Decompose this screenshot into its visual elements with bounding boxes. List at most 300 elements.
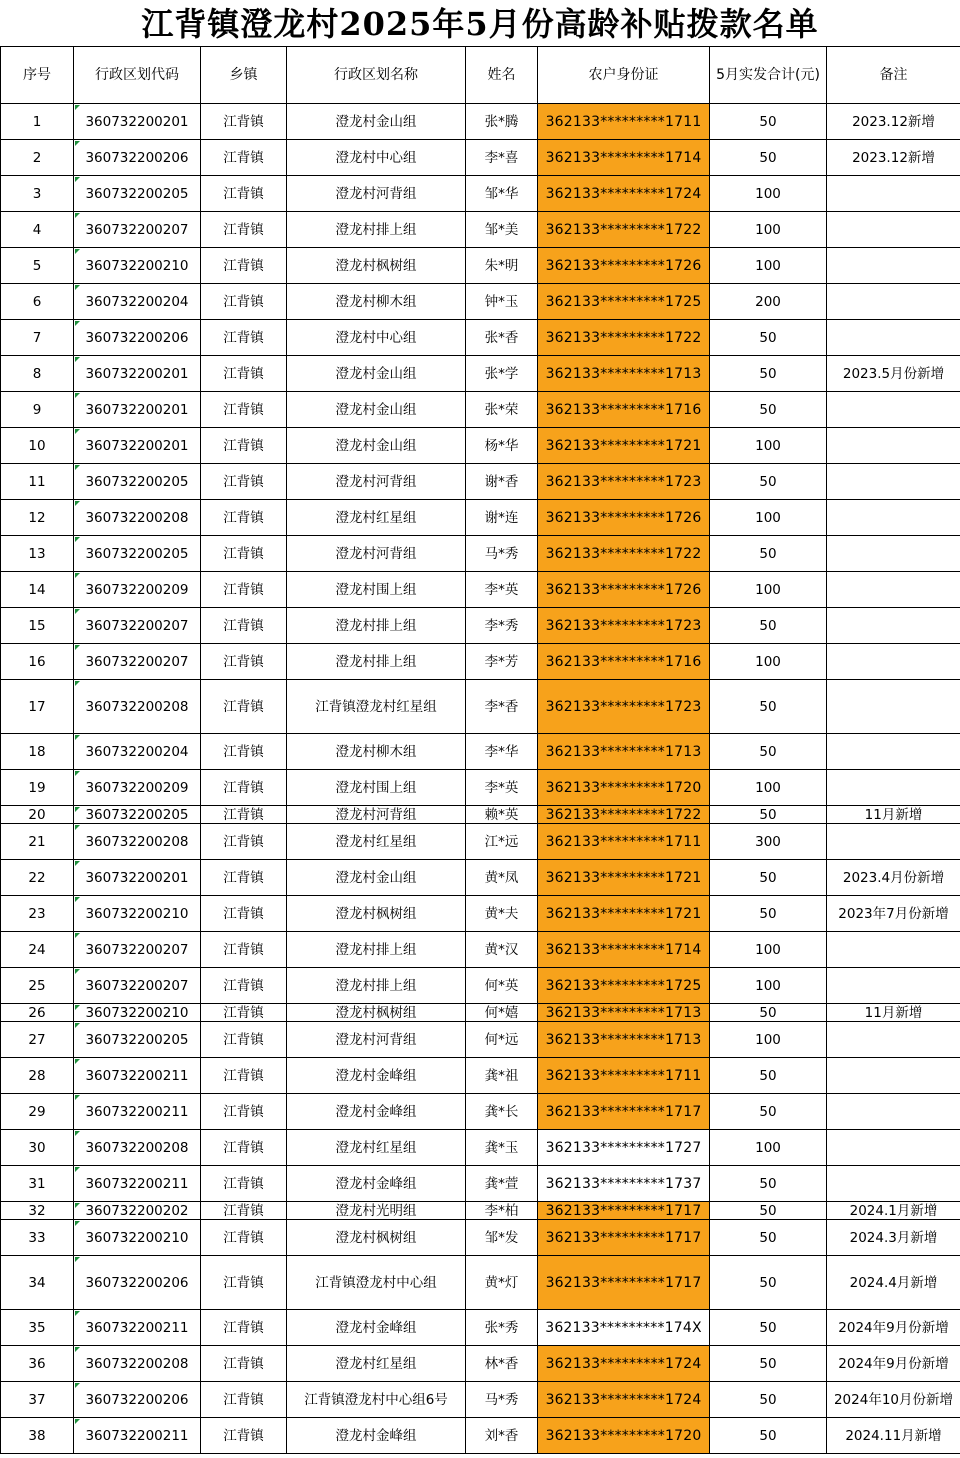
cell-region-name: 澄龙村河背组 bbox=[287, 806, 466, 824]
cell-region-code: 360732200207 bbox=[74, 608, 201, 644]
cell-town: 江背镇 bbox=[201, 248, 287, 284]
cell-name: 何*嬉 bbox=[466, 1004, 538, 1022]
table-row bbox=[1, 1022, 960, 1058]
cell-id-number: 362133*********1720 bbox=[538, 1418, 710, 1454]
cell-region-code: 360732200205 bbox=[74, 806, 201, 824]
cell-index: 14 bbox=[1, 572, 74, 608]
cell-region-name: 澄龙村红星组 bbox=[287, 1130, 466, 1166]
cell-amount: 50 bbox=[710, 896, 827, 932]
cell-region-name: 澄龙村河背组 bbox=[287, 176, 466, 212]
page-title: 江背镇澄龙村2025年5月份高龄补贴拨款名单 bbox=[141, 5, 819, 43]
cell-town: 江背镇 bbox=[201, 1094, 287, 1130]
cell-town: 江背镇 bbox=[201, 140, 287, 176]
cell-town: 江背镇 bbox=[201, 1256, 287, 1310]
header-cell-index: 序号 bbox=[1, 47, 74, 104]
table-row bbox=[1, 1058, 960, 1094]
cell-town: 江背镇 bbox=[201, 1310, 287, 1346]
cell-region-name: 澄龙村枫树组 bbox=[287, 1004, 466, 1022]
cell-note bbox=[827, 500, 960, 536]
cell-note bbox=[827, 320, 960, 356]
cell-region-name: 澄龙村金峰组 bbox=[287, 1166, 466, 1202]
table-row bbox=[1, 176, 960, 212]
cell-region-name: 澄龙村红星组 bbox=[287, 500, 466, 536]
cell-town: 江背镇 bbox=[201, 734, 287, 770]
cell-id-number: 362133*********1720 bbox=[538, 770, 710, 806]
cell-id-number: 362133*********1713 bbox=[538, 734, 710, 770]
cell-index: 10 bbox=[1, 428, 74, 464]
cell-index: 17 bbox=[1, 680, 74, 734]
cell-region-name: 澄龙村金山组 bbox=[287, 860, 466, 896]
cell-town: 江背镇 bbox=[201, 1202, 287, 1220]
cell-region-name: 澄龙村金峰组 bbox=[287, 1418, 466, 1454]
table-row bbox=[1, 500, 960, 536]
cell-amount: 50 bbox=[710, 356, 827, 392]
cell-id-number: 362133*********1721 bbox=[538, 428, 710, 464]
table-row bbox=[1, 536, 960, 572]
cell-region-name: 澄龙村枫树组 bbox=[287, 896, 466, 932]
cell-id-number: 362133*********1711 bbox=[538, 1058, 710, 1094]
cell-id-number: 362133*********1711 bbox=[538, 824, 710, 860]
cell-note bbox=[827, 824, 960, 860]
cell-region-code: 360732200201 bbox=[74, 356, 201, 392]
cell-name: 李*喜 bbox=[466, 140, 538, 176]
table-row bbox=[1, 428, 960, 464]
cell-index: 13 bbox=[1, 536, 74, 572]
cell-id-number: 362133*********174X bbox=[538, 1310, 710, 1346]
cell-amount: 50 bbox=[710, 1094, 827, 1130]
cell-amount: 50 bbox=[710, 320, 827, 356]
cell-note: 2024年9月份新增 bbox=[827, 1346, 960, 1382]
cell-amount: 100 bbox=[710, 572, 827, 608]
cell-name: 李*柏 bbox=[466, 1202, 538, 1220]
cell-town: 江背镇 bbox=[201, 860, 287, 896]
cell-index: 16 bbox=[1, 644, 74, 680]
cell-id-number: 362133*********1713 bbox=[538, 356, 710, 392]
cell-id-number: 362133*********1727 bbox=[538, 1130, 710, 1166]
cell-town: 江背镇 bbox=[201, 1166, 287, 1202]
header-cell-amount: 5月实发合计(元) bbox=[710, 47, 827, 104]
cell-id-number: 362133*********1723 bbox=[538, 608, 710, 644]
cell-name: 李*英 bbox=[466, 572, 538, 608]
cell-region-name: 江背镇澄龙村中心组6号 bbox=[287, 1382, 466, 1418]
cell-name: 邹*美 bbox=[466, 212, 538, 248]
cell-amount: 100 bbox=[710, 1130, 827, 1166]
cell-amount: 50 bbox=[710, 860, 827, 896]
cell-amount: 50 bbox=[710, 104, 827, 140]
cell-name: 朱*明 bbox=[466, 248, 538, 284]
cell-town: 江背镇 bbox=[201, 1022, 287, 1058]
cell-note: 2024.11月新增 bbox=[827, 1418, 960, 1454]
cell-town: 江背镇 bbox=[201, 968, 287, 1004]
cell-amount: 50 bbox=[710, 1310, 827, 1346]
table-row bbox=[1, 896, 960, 932]
cell-town: 江背镇 bbox=[201, 284, 287, 320]
table-row bbox=[1, 464, 960, 500]
cell-note bbox=[827, 1166, 960, 1202]
cell-region-code: 360732200201 bbox=[74, 104, 201, 140]
table-row bbox=[1, 1418, 960, 1454]
cell-amount: 100 bbox=[710, 428, 827, 464]
cell-index: 19 bbox=[1, 770, 74, 806]
table-row bbox=[1, 284, 960, 320]
cell-region-code: 360732200205 bbox=[74, 536, 201, 572]
cell-note: 2023.12新增 bbox=[827, 104, 960, 140]
cell-id-number: 362133*********1724 bbox=[538, 1346, 710, 1382]
cell-index: 9 bbox=[1, 392, 74, 428]
cell-region-code: 360732200205 bbox=[74, 1022, 201, 1058]
cell-name: 黄*灯 bbox=[466, 1256, 538, 1310]
cell-id-number: 362133*********1724 bbox=[538, 1382, 710, 1418]
cell-id-number: 362133*********1722 bbox=[538, 806, 710, 824]
cell-index: 1 bbox=[1, 104, 74, 140]
cell-id-number: 362133*********1714 bbox=[538, 932, 710, 968]
cell-index: 25 bbox=[1, 968, 74, 1004]
cell-id-number: 362133*********1713 bbox=[538, 1022, 710, 1058]
cell-town: 江背镇 bbox=[201, 608, 287, 644]
cell-index: 30 bbox=[1, 1130, 74, 1166]
cell-name: 马*秀 bbox=[466, 536, 538, 572]
cell-id-number: 362133*********1713 bbox=[538, 1004, 710, 1022]
table-row bbox=[1, 392, 960, 428]
cell-name: 何*英 bbox=[466, 968, 538, 1004]
header-cell-region-code: 行政区划代码 bbox=[74, 47, 201, 104]
cell-town: 江背镇 bbox=[201, 644, 287, 680]
cell-name: 谢*香 bbox=[466, 464, 538, 500]
table-row bbox=[1, 356, 960, 392]
cell-note: 2024.1月新增 bbox=[827, 1202, 960, 1220]
cell-note: 2024年9月份新增 bbox=[827, 1310, 960, 1346]
cell-note: 2024.4月新增 bbox=[827, 1256, 960, 1310]
cell-index: 8 bbox=[1, 356, 74, 392]
cell-amount: 50 bbox=[710, 1346, 827, 1382]
table-row bbox=[1, 572, 960, 608]
table-row bbox=[1, 1256, 960, 1310]
cell-region-name: 澄龙村金峰组 bbox=[287, 1310, 466, 1346]
cell-region-code: 360732200208 bbox=[74, 500, 201, 536]
cell-region-code: 360732200210 bbox=[74, 896, 201, 932]
table-row bbox=[1, 806, 960, 824]
cell-region-name: 澄龙村金山组 bbox=[287, 392, 466, 428]
cell-town: 江背镇 bbox=[201, 1418, 287, 1454]
cell-id-number: 362133*********1716 bbox=[538, 644, 710, 680]
cell-id-number: 362133*********1725 bbox=[538, 968, 710, 1004]
cell-note bbox=[827, 1130, 960, 1166]
table-row bbox=[1, 1004, 960, 1022]
cell-region-name: 江背镇澄龙村中心组 bbox=[287, 1256, 466, 1310]
cell-index: 12 bbox=[1, 500, 74, 536]
cell-region-name: 澄龙村河背组 bbox=[287, 1022, 466, 1058]
cell-town: 江背镇 bbox=[201, 806, 287, 824]
table-body bbox=[1, 104, 960, 1454]
cell-town: 江背镇 bbox=[201, 1058, 287, 1094]
cell-id-number: 362133*********1724 bbox=[538, 176, 710, 212]
cell-note bbox=[827, 932, 960, 968]
cell-region-code: 360732200208 bbox=[74, 1130, 201, 1166]
cell-name: 邹*发 bbox=[466, 1220, 538, 1256]
cell-region-name: 澄龙村河背组 bbox=[287, 464, 466, 500]
cell-note: 2024.3月新增 bbox=[827, 1220, 960, 1256]
cell-note bbox=[827, 428, 960, 464]
cell-region-code: 360732200207 bbox=[74, 932, 201, 968]
cell-amount: 50 bbox=[710, 536, 827, 572]
subsidy-table bbox=[0, 46, 960, 1454]
cell-name: 张*香 bbox=[466, 320, 538, 356]
cell-id-number: 362133*********1721 bbox=[538, 896, 710, 932]
cell-region-code: 360732200211 bbox=[74, 1418, 201, 1454]
cell-id-number: 362133*********1716 bbox=[538, 392, 710, 428]
cell-town: 江背镇 bbox=[201, 356, 287, 392]
cell-region-name: 澄龙村中心组 bbox=[287, 140, 466, 176]
cell-region-name: 澄龙村排上组 bbox=[287, 608, 466, 644]
cell-region-code: 360732200208 bbox=[74, 1346, 201, 1382]
cell-name: 李*芳 bbox=[466, 644, 538, 680]
table-row bbox=[1, 1346, 960, 1382]
cell-index: 5 bbox=[1, 248, 74, 284]
cell-name: 龚*长 bbox=[466, 1094, 538, 1130]
cell-note bbox=[827, 176, 960, 212]
cell-region-code: 360732200207 bbox=[74, 212, 201, 248]
cell-amount: 100 bbox=[710, 932, 827, 968]
table-row bbox=[1, 824, 960, 860]
cell-town: 江背镇 bbox=[201, 176, 287, 212]
table-row bbox=[1, 734, 960, 770]
cell-id-number: 362133*********1723 bbox=[538, 464, 710, 500]
cell-region-code: 360732200205 bbox=[74, 176, 201, 212]
cell-name: 马*秀 bbox=[466, 1382, 538, 1418]
cell-region-name: 澄龙村排上组 bbox=[287, 212, 466, 248]
cell-town: 江背镇 bbox=[201, 500, 287, 536]
cell-id-number: 362133*********1726 bbox=[538, 248, 710, 284]
cell-index: 22 bbox=[1, 860, 74, 896]
cell-index: 3 bbox=[1, 176, 74, 212]
cell-note bbox=[827, 608, 960, 644]
cell-name: 李*秀 bbox=[466, 608, 538, 644]
cell-region-code: 360732200211 bbox=[74, 1310, 201, 1346]
cell-region-name: 江背镇澄龙村红星组 bbox=[287, 680, 466, 734]
cell-note bbox=[827, 248, 960, 284]
cell-region-code: 360732200201 bbox=[74, 860, 201, 896]
cell-index: 33 bbox=[1, 1220, 74, 1256]
table-row bbox=[1, 932, 960, 968]
cell-amount: 200 bbox=[710, 284, 827, 320]
table-row bbox=[1, 104, 960, 140]
cell-name: 钟*玉 bbox=[466, 284, 538, 320]
table-row bbox=[1, 608, 960, 644]
cell-id-number: 362133*********1726 bbox=[538, 500, 710, 536]
cell-index: 18 bbox=[1, 734, 74, 770]
table-row bbox=[1, 1310, 960, 1346]
cell-index: 35 bbox=[1, 1310, 74, 1346]
cell-region-name: 澄龙村枫树组 bbox=[287, 1220, 466, 1256]
cell-amount: 50 bbox=[710, 140, 827, 176]
cell-amount: 50 bbox=[710, 1256, 827, 1310]
cell-id-number: 362133*********1726 bbox=[538, 572, 710, 608]
cell-amount: 100 bbox=[710, 1022, 827, 1058]
cell-region-name: 澄龙村河背组 bbox=[287, 536, 466, 572]
cell-note bbox=[827, 212, 960, 248]
cell-region-name: 澄龙村金山组 bbox=[287, 104, 466, 140]
cell-name: 何*远 bbox=[466, 1022, 538, 1058]
cell-region-name: 澄龙村枫树组 bbox=[287, 248, 466, 284]
cell-region-code: 360732200209 bbox=[74, 572, 201, 608]
table-row bbox=[1, 1220, 960, 1256]
cell-name: 林*香 bbox=[466, 1346, 538, 1382]
cell-amount: 100 bbox=[710, 644, 827, 680]
cell-amount: 50 bbox=[710, 1004, 827, 1022]
cell-index: 20 bbox=[1, 806, 74, 824]
cell-name: 李*香 bbox=[466, 680, 538, 734]
cell-region-code: 360732200206 bbox=[74, 140, 201, 176]
cell-id-number: 362133*********1722 bbox=[538, 320, 710, 356]
cell-note bbox=[827, 392, 960, 428]
cell-note bbox=[827, 1094, 960, 1130]
cell-region-code: 360732200201 bbox=[74, 392, 201, 428]
cell-region-name: 澄龙村中心组 bbox=[287, 320, 466, 356]
cell-index: 24 bbox=[1, 932, 74, 968]
cell-town: 江背镇 bbox=[201, 1220, 287, 1256]
cell-note: 11月新增 bbox=[827, 1004, 960, 1022]
cell-amount: 50 bbox=[710, 1202, 827, 1220]
cell-index: 21 bbox=[1, 824, 74, 860]
cell-amount: 100 bbox=[710, 248, 827, 284]
cell-town: 江背镇 bbox=[201, 464, 287, 500]
cell-name: 张*腾 bbox=[466, 104, 538, 140]
cell-region-name: 澄龙村排上组 bbox=[287, 968, 466, 1004]
cell-region-name: 澄龙村红星组 bbox=[287, 824, 466, 860]
cell-note bbox=[827, 680, 960, 734]
cell-region-name: 澄龙村金山组 bbox=[287, 428, 466, 464]
cell-town: 江背镇 bbox=[201, 680, 287, 734]
table-row bbox=[1, 1094, 960, 1130]
cell-amount: 50 bbox=[710, 392, 827, 428]
cell-region-code: 360732200211 bbox=[74, 1094, 201, 1130]
table-row bbox=[1, 968, 960, 1004]
table-row bbox=[1, 644, 960, 680]
cell-town: 江背镇 bbox=[201, 770, 287, 806]
cell-region-code: 360732200210 bbox=[74, 1220, 201, 1256]
cell-town: 江背镇 bbox=[201, 1346, 287, 1382]
cell-index: 28 bbox=[1, 1058, 74, 1094]
cell-region-code: 360732200204 bbox=[74, 284, 201, 320]
cell-name: 邹*华 bbox=[466, 176, 538, 212]
cell-name: 江*远 bbox=[466, 824, 538, 860]
cell-note bbox=[827, 536, 960, 572]
cell-region-code: 360732200209 bbox=[74, 770, 201, 806]
cell-name: 谢*连 bbox=[466, 500, 538, 536]
cell-name: 黄*夫 bbox=[466, 896, 538, 932]
cell-region-name: 澄龙村红星组 bbox=[287, 1346, 466, 1382]
cell-name: 龚*玉 bbox=[466, 1130, 538, 1166]
cell-town: 江背镇 bbox=[201, 1382, 287, 1418]
cell-region-code: 360732200211 bbox=[74, 1166, 201, 1202]
cell-region-name: 澄龙村柳木组 bbox=[287, 734, 466, 770]
cell-amount: 50 bbox=[710, 1166, 827, 1202]
cell-region-name: 澄龙村金山组 bbox=[287, 356, 466, 392]
cell-town: 江背镇 bbox=[201, 572, 287, 608]
cell-id-number: 362133*********1725 bbox=[538, 284, 710, 320]
cell-region-name: 澄龙村排上组 bbox=[287, 644, 466, 680]
cell-region-code: 360732200207 bbox=[74, 644, 201, 680]
cell-amount: 50 bbox=[710, 464, 827, 500]
header-cell-id-number: 农户身份证 bbox=[538, 47, 710, 104]
cell-index: 11 bbox=[1, 464, 74, 500]
cell-id-number: 362133*********1717 bbox=[538, 1256, 710, 1310]
cell-name: 张*荣 bbox=[466, 392, 538, 428]
cell-note: 2024年10月份新增 bbox=[827, 1382, 960, 1418]
cell-amount: 100 bbox=[710, 176, 827, 212]
cell-region-code: 360732200206 bbox=[74, 1256, 201, 1310]
table-row bbox=[1, 680, 960, 734]
cell-region-code: 360732200208 bbox=[74, 824, 201, 860]
cell-id-number: 362133*********1711 bbox=[538, 104, 710, 140]
cell-town: 江背镇 bbox=[201, 1004, 287, 1022]
cell-id-number: 362133*********1723 bbox=[538, 680, 710, 734]
cell-amount: 50 bbox=[710, 1382, 827, 1418]
cell-region-code: 360732200210 bbox=[74, 1004, 201, 1022]
cell-town: 江背镇 bbox=[201, 212, 287, 248]
cell-note: 11月新增 bbox=[827, 806, 960, 824]
cell-id-number: 362133*********1717 bbox=[538, 1094, 710, 1130]
cell-region-code: 360732200206 bbox=[74, 1382, 201, 1418]
cell-index: 23 bbox=[1, 896, 74, 932]
cell-region-code: 360732200208 bbox=[74, 680, 201, 734]
cell-id-number: 362133*********1714 bbox=[538, 140, 710, 176]
cell-region-name: 澄龙村光明组 bbox=[287, 1202, 466, 1220]
cell-note bbox=[827, 572, 960, 608]
cell-index: 6 bbox=[1, 284, 74, 320]
cell-index: 7 bbox=[1, 320, 74, 356]
cell-amount: 100 bbox=[710, 770, 827, 806]
cell-region-name: 澄龙村围上组 bbox=[287, 770, 466, 806]
cell-name: 赖*英 bbox=[466, 806, 538, 824]
header-cell-name: 姓名 bbox=[466, 47, 538, 104]
cell-name: 刘*香 bbox=[466, 1418, 538, 1454]
cell-name: 龚*萱 bbox=[466, 1166, 538, 1202]
cell-index: 31 bbox=[1, 1166, 74, 1202]
cell-region-name: 澄龙村柳木组 bbox=[287, 284, 466, 320]
cell-index: 4 bbox=[1, 212, 74, 248]
cell-note bbox=[827, 464, 960, 500]
cell-region-code: 360732200202 bbox=[74, 1202, 201, 1220]
cell-index: 26 bbox=[1, 1004, 74, 1022]
cell-id-number: 362133*********1722 bbox=[538, 536, 710, 572]
cell-id-number: 362133*********1737 bbox=[538, 1166, 710, 1202]
cell-index: 15 bbox=[1, 608, 74, 644]
cell-region-name: 澄龙村排上组 bbox=[287, 932, 466, 968]
cell-id-number: 362133*********1717 bbox=[538, 1220, 710, 1256]
cell-town: 江背镇 bbox=[201, 824, 287, 860]
cell-note bbox=[827, 734, 960, 770]
cell-name: 李*华 bbox=[466, 734, 538, 770]
cell-note bbox=[827, 770, 960, 806]
cell-region-code: 360732200204 bbox=[74, 734, 201, 770]
table-row bbox=[1, 860, 960, 896]
cell-note bbox=[827, 968, 960, 1004]
cell-id-number: 362133*********1721 bbox=[538, 860, 710, 896]
cell-town: 江背镇 bbox=[201, 896, 287, 932]
cell-index: 34 bbox=[1, 1256, 74, 1310]
cell-amount: 50 bbox=[710, 1220, 827, 1256]
cell-amount: 50 bbox=[710, 680, 827, 734]
table-row bbox=[1, 1130, 960, 1166]
cell-region-code: 360732200206 bbox=[74, 320, 201, 356]
cell-town: 江背镇 bbox=[201, 1130, 287, 1166]
cell-town: 江背镇 bbox=[201, 392, 287, 428]
cell-region-name: 澄龙村金峰组 bbox=[287, 1058, 466, 1094]
table-row bbox=[1, 1166, 960, 1202]
table-row bbox=[1, 140, 960, 176]
header-row bbox=[1, 47, 960, 104]
